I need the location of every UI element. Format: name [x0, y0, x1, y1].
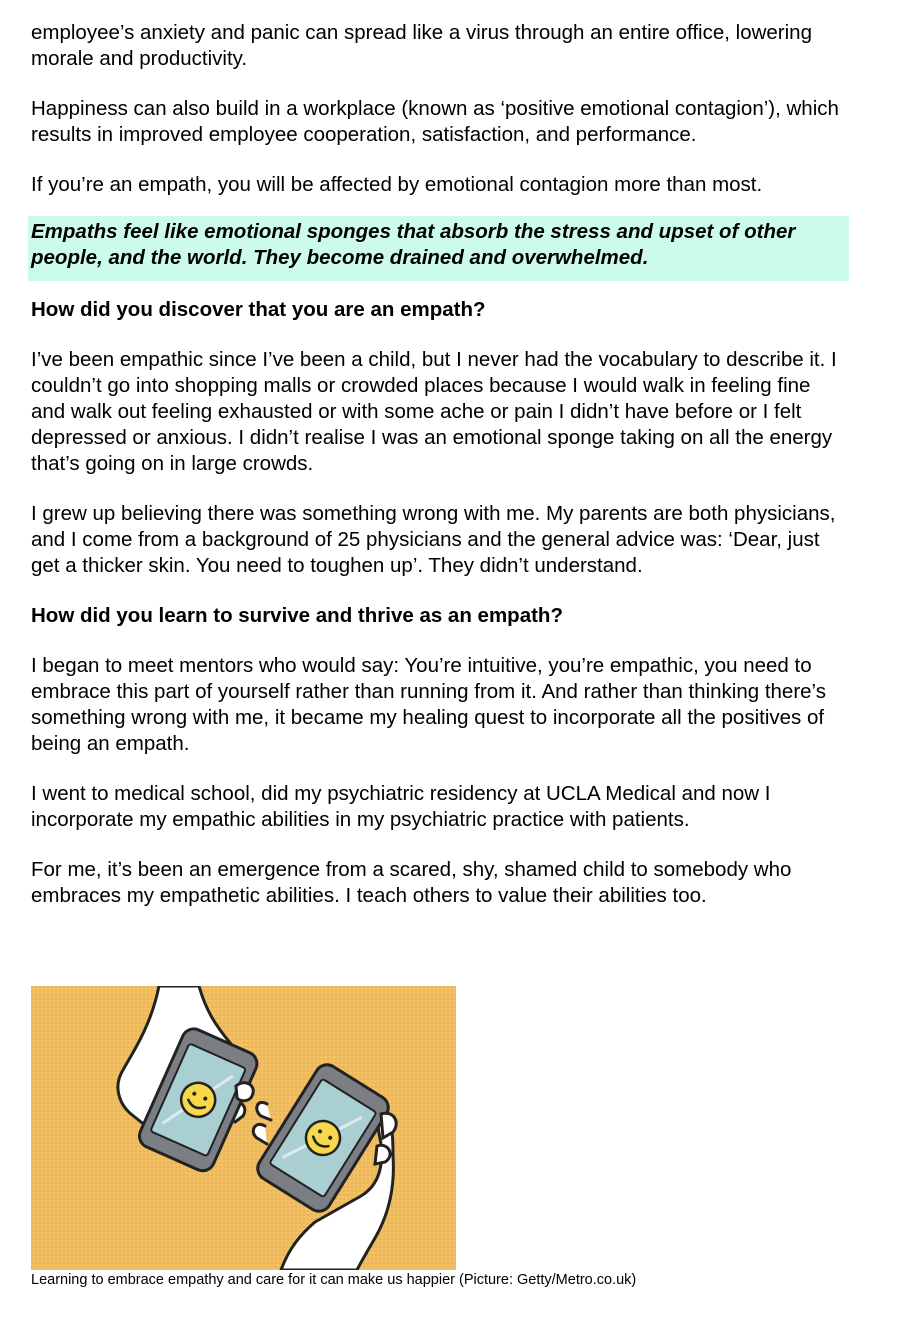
paragraph: I went to medical school, did my psychiatric residency at UCLA Medical and now I incorporate my empathic abilities in my psychiatric practice with patients.	[31, 782, 771, 831]
paragraph: I grew up believing there was something wrong with me. My parents are both physicians, and I come from a background of 25 physicians and the general advice was: ‘Dear, just get a thicker skin. You need to toughen up’. They didn’t understand.	[31, 502, 836, 577]
article-illustration	[31, 986, 456, 1270]
article-body	[31, 20, 846, 933]
paragraph: employee’s anxiety and panic can spread like a virus through an entire office, lowering morale and productivity.	[31, 21, 812, 70]
pull-quote-text: Empaths feel like emotional sponges that absorb the stress and upset of other people, and the world. They become drained and overwhelmed.	[31, 220, 796, 269]
paragraph: For me, it’s been an emergence from a scared, shy, shamed child to somebody who embraces my empathetic abilities. I teach others to value their abilities too.	[31, 858, 792, 907]
left-thumb	[236, 1083, 253, 1101]
image-caption: Learning to embrace empathy and care for it can make us happier (Picture: Getty/Metro.co.uk)	[31, 1272, 637, 1288]
pull-quote	[28, 216, 849, 281]
section-heading: How did you discover that you are an empath?	[31, 298, 486, 321]
paragraph: I began to meet mentors who would say: You’re intuitive, you’re empathic, you need to embrace this part of yourself rather than running from it. And rather than thinking there’s something wrong with me, it became my healing quest to incorporate all the positives of being an empath.	[31, 654, 826, 755]
paragraph: If you’re an empath, you will be affected by emotional contagion more than most.	[31, 173, 763, 196]
paragraph: Happiness can also build in a workplace (known as ‘positive emotional contagion’), which results in improved employee cooperation, satisfaction, and performance.	[31, 97, 839, 146]
section-heading: How did you learn to survive and thrive as an empath?	[31, 604, 563, 627]
paragraph: I’ve been empathic since I’ve been a child, but I never had the vocabulary to describe it. I couldn’t go into shopping malls or crowded places because I would walk in feeling fine and walk out feeling exhausted or with some ache or pain I didn’t have before or I felt depressed or anxious. I didn’t realise I was an emotional sponge taking on all the energy that’s going on in large crowds.	[31, 348, 837, 475]
